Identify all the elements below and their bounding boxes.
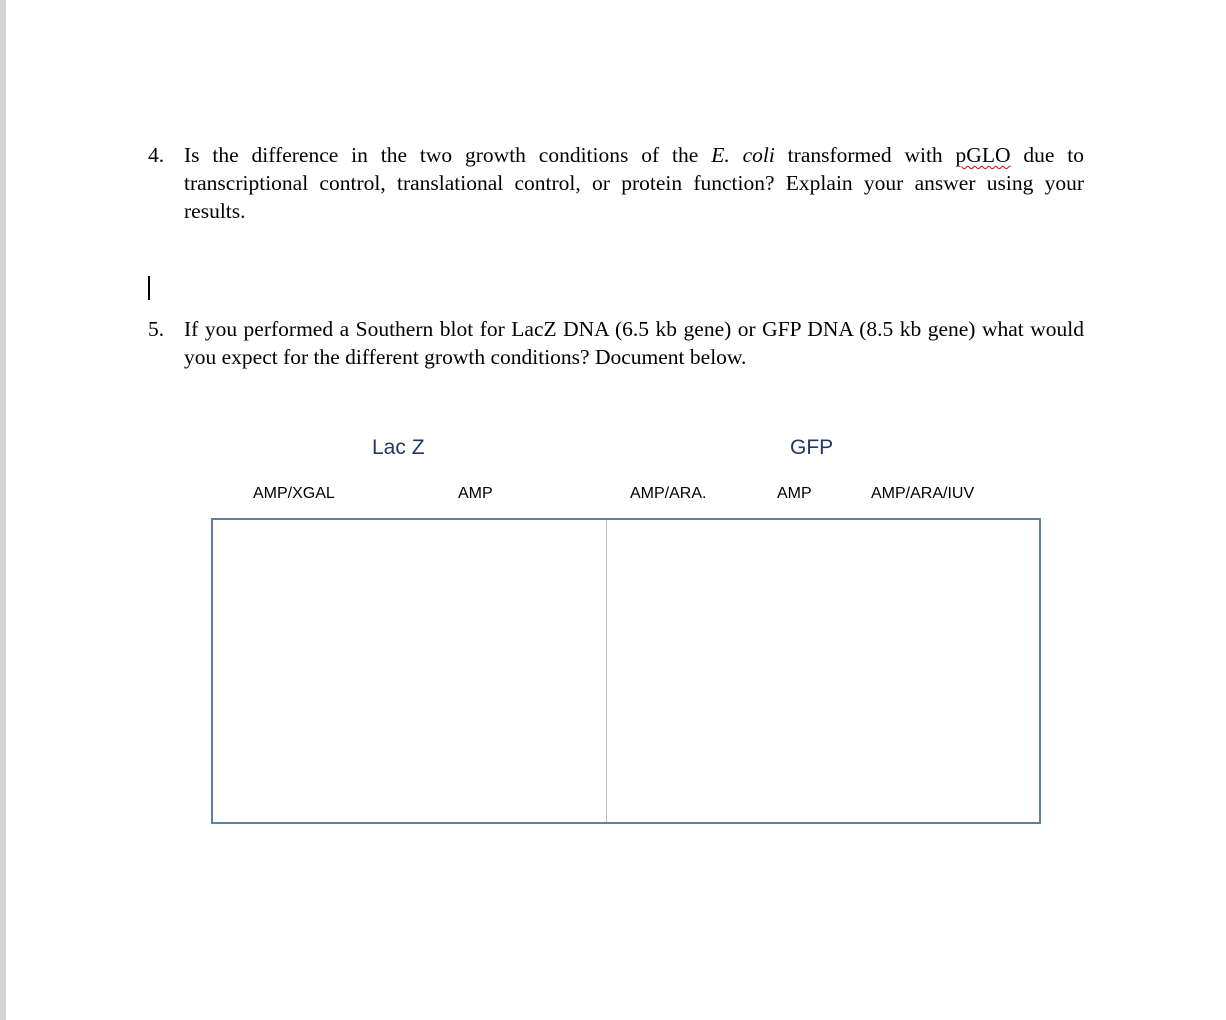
question-number: 5. xyxy=(148,317,165,341)
condition-label: AMP/XGAL xyxy=(253,485,335,502)
text: due to transcriptional control, translational control, or protein function? Explain your answer using your results. xyxy=(184,143,1084,223)
column-divider xyxy=(606,520,607,822)
condition-label: AMP/ARA. xyxy=(630,485,707,502)
spellcheck-flagged-word[interactable]: pGLO xyxy=(955,143,1011,167)
text: Is the difference in the two growth conditions of the xyxy=(184,143,712,167)
question-5 xyxy=(148,315,1084,371)
text: transformed with xyxy=(774,143,956,167)
group-header-gfp: GFP xyxy=(790,436,834,459)
page-edge xyxy=(0,0,6,1020)
question-number: 4. xyxy=(148,143,165,167)
condition-label: AMP xyxy=(458,485,493,502)
condition-label: AMP/ARA/IUV xyxy=(871,485,975,502)
question-text[interactable] xyxy=(184,141,1084,225)
group-header-lacz: Lac Z xyxy=(372,436,425,459)
italic-text: E. coli xyxy=(711,143,775,167)
question-4 xyxy=(148,141,1084,225)
text-cursor xyxy=(148,276,150,300)
question-text[interactable]: If you performed a Southern blot for LacZ DNA (6.5 kb gene) or GFP DNA (8.5 kb gene) what would you expect for the different growth conditions? Document below. xyxy=(184,317,1084,369)
blot-table[interactable] xyxy=(211,518,1041,824)
condition-label: AMP xyxy=(777,485,812,502)
